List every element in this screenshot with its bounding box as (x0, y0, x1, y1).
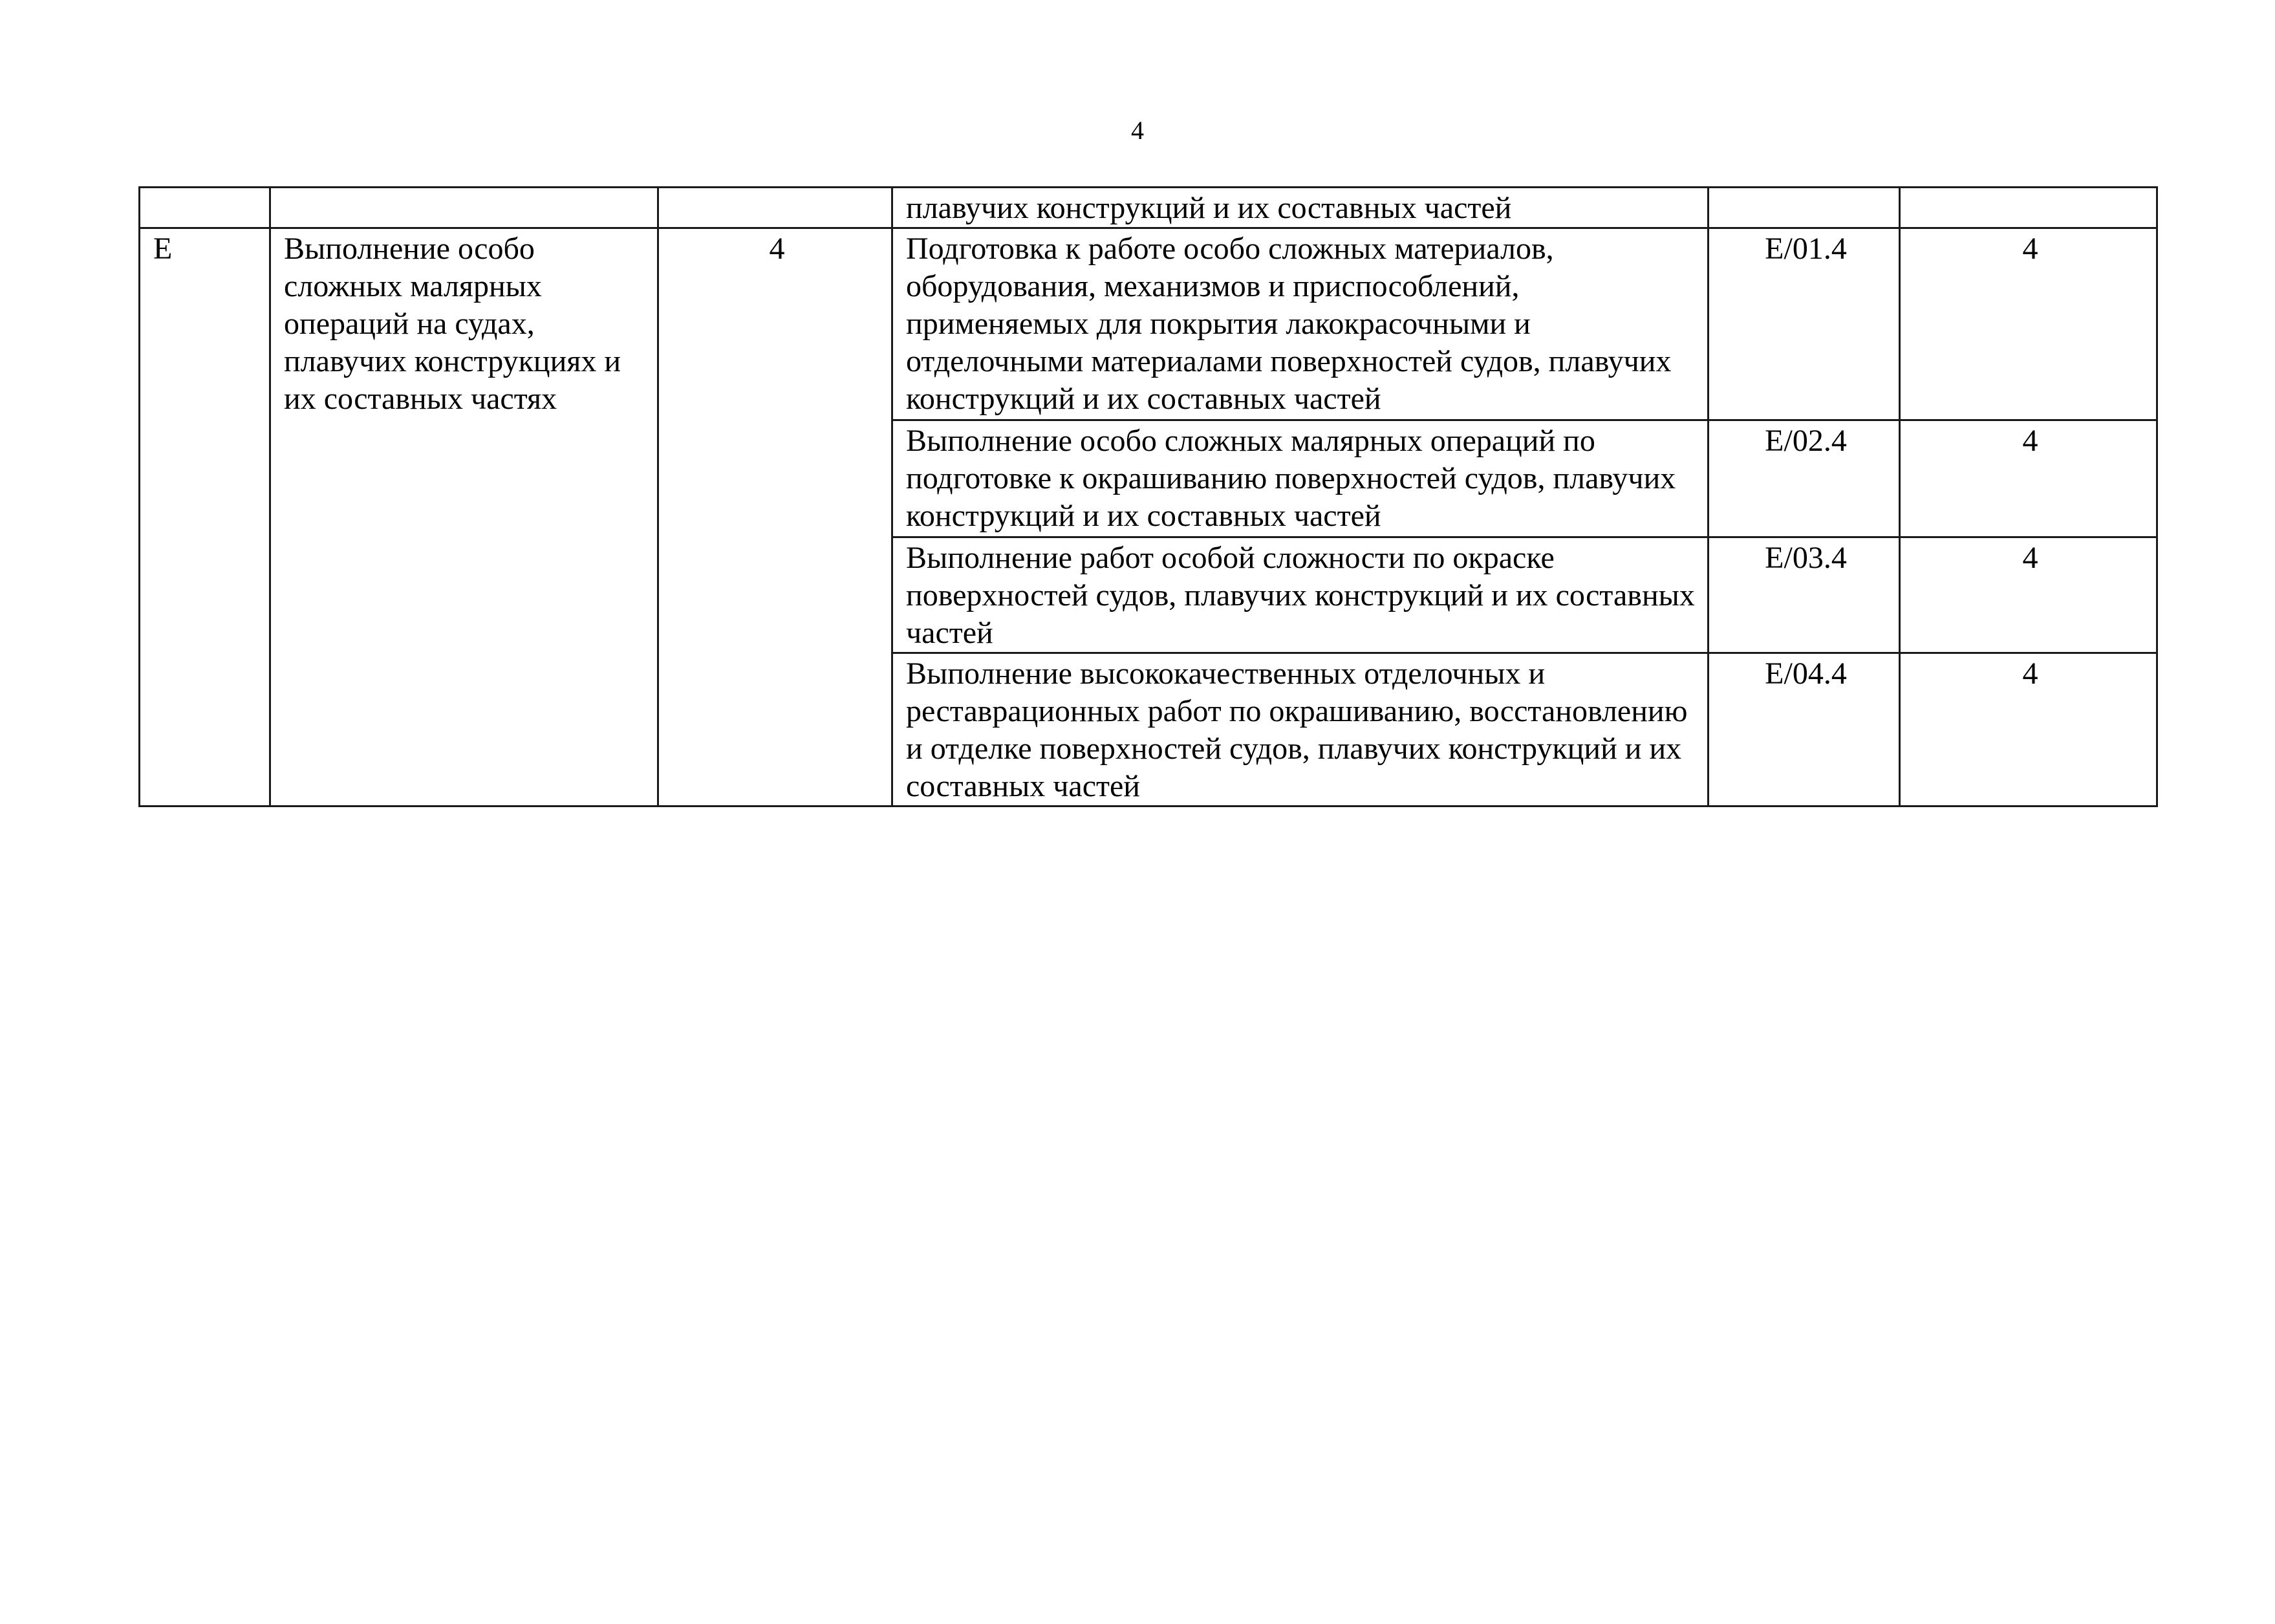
function-name-cell: Выполнение высококачественных отделочных и реставрационных работ по окрашиванию, восстановлению и отделке поверхностей судов, плавучих конструкций и их составных частей (892, 653, 1709, 807)
function-name-cell: Выполнение работ особой сложности по окраске поверхностей судов, плавучих конструкций и их составных частей (892, 537, 1709, 653)
table-cell-empty (140, 188, 270, 228)
group-level-cell: 4 (658, 228, 892, 807)
function-code-cell: E/01.4 (1709, 228, 1900, 420)
function-name-cell: Подготовка к работе особо сложных материалов, оборудования, механизмов и приспособлений, применяемых для покрытия лакокрасочными и отделочными материалами поверхностей судов, плавучих конструкций и их составных частей (892, 228, 1709, 420)
table-cell-empty (270, 188, 658, 228)
function-level-cell: 4 (1900, 537, 2157, 653)
group-name-cell: Выполнение особо сложных малярных операций на судах, плавучих конструкциях и их составных частях (270, 228, 658, 807)
table-cell-empty (1900, 188, 2157, 228)
function-name-continuation: плавучих конструкций и их составных частей (892, 188, 1709, 228)
function-level-cell: 4 (1900, 420, 2157, 537)
table-cell-empty (658, 188, 892, 228)
function-code-cell: E/02.4 (1709, 420, 1900, 537)
table-row-continuation (140, 188, 2157, 228)
functions-table (138, 186, 2158, 807)
table-row (140, 228, 2157, 420)
function-code-cell: E/04.4 (1709, 653, 1900, 807)
group-code-cell: E (140, 228, 270, 807)
function-level-cell: 4 (1900, 228, 2157, 420)
table-cell-empty (1709, 188, 1900, 228)
page-number: 4 (1131, 116, 1144, 145)
function-level-cell: 4 (1900, 653, 2157, 807)
function-code-cell: E/03.4 (1709, 537, 1900, 653)
function-name-cell: Выполнение особо сложных малярных операций по подготовке к окрашиванию поверхностей судов, плавучих конструкций и их составных частей (892, 420, 1709, 537)
